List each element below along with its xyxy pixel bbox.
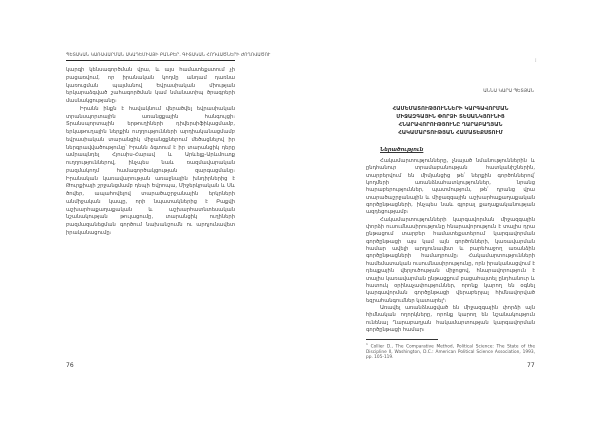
right-page-flow	[366, 158, 535, 361]
title-line: ՀՆԱՐԱՎՈՐՈՒԹՅՈՒՆԸ ՂԱՐԱԲԱՂՅԱՆ	[398, 122, 503, 128]
title-line: ՀԱՄԵՄԱՏՈՒԹՅՈՒՆՆԵՐԻ ԿԱՐԳԱՎՈՐՄԱՆ	[392, 106, 509, 112]
paragraph: կարգի կենսագործման վրա, և այս համատեքստում չի բացառվում, որ իրանական կողմը անդամ դառնա կառուցման պայմանով Եվրասիական միության երկարաձգված շահագործման կամ նմանատիպ ծրագրերի մասնակցությանը։	[66, 67, 235, 104]
paragraph: Առավել առանձնացված են միջազգային փորձի այն հիմնական ողորկները, որոնք կարող են նշանակություն ունենալ Ղարաբաղյան հակամարտության կարգավորման գործընթացի համար։	[366, 304, 535, 333]
margin-mark: ⁞	[535, 58, 537, 64]
footnote-text: Collier D., The Comparative Method, Political Science: The State of the Discipline II, Washington, D.C.: American Political Science Association, 1993, pp. 105-119.	[366, 344, 535, 361]
page-number: 77	[527, 362, 535, 369]
page-number: 76	[66, 362, 74, 369]
running-head: ՊԵՏԱԿԱՆ ԿԱՌԱՎԱՐՄԱՆ ԱԿԱԴԵՄԻԱՅԻ ԲԱՆԲԵՐ. ԳԻՏԱԿԱՆ ՀՈԴՎԱԾՆԵՐԻ ԺՈՂՈՎԱԾՈՒ	[66, 53, 235, 61]
left-page-body	[66, 67, 235, 307]
paragraph: Իրանն ինքն է հավակնում վերածվել եվրասիական տրանսպորտային առանցքային հանգույցի։ Տրանսպորտային երթուղիների դիվերսիֆիկացմամբ, երկաթուղային ներքին ուղղությունների արդիականացմամբ եվրասիական տարանցիկ միջանցքներում մեծացնելով իր ներգրավվածությունը՝ Իրանն ձգտում է իր տարանցիկ դերը ամրապնդել Հյուսիս-Հարավ և Արևելք-Արևմուտք ուղղություններով, ինչպես նաև ռազմավարական բազմակողմ համագործակցության զարգացմանը։ Իրանական կառավարության առաջնային խնդիրներից է Թուրքիայի շրջանցմամբ դեպի Եվրոպա, Միջերկրական և Սև ծովեր, ապահովելով տարածաշրջանային երկրների անմիջական կապը, որի նպատակներից է Բաքվի աշխարհաքաղաքական և աշխարհատնտեսական նշանակության թուլացումը, տարանցիկ ուղիների բազմազանեցման գործում նախանշումն ու արդյունավետ իրականացումը։	[66, 105, 235, 236]
title-line: ՀԱԿԱՄԱՐՏՈՒԹՅԱՆ ՀԱՄԱՏԵՔՍՏՈՒՄ	[398, 130, 503, 136]
article-title	[366, 105, 535, 137]
footnote-marker: 1	[366, 342, 368, 347]
paragraph: Հակամարտությունները, չնայած նմանություններին և ընդհանուր տրամաբանության հատկանիշներին, տարբերվում են միմյանցից թե՛ ներքին գործոններով՝ կողմերի առանձնահատկություններ, նրանց հարաբերություններ, պատմություն, թե՛ դրանց վրա տարածաշրջանային և միջազգային աշխարհաքաղաքական գործընթացների, ինչպես նաև գլոբալ քաղաքականության ազդեցությամբ։	[366, 158, 535, 216]
paragraph: Հակամարտությունների կարգավորման միջազգային փորձի ուսումնասիրությունը հնարավորություն է տալիս դրա ընթացում տարբեր համատեքստերում կարգավորման գործընթացի այս կամ այն գործոնների, կառավարման համար ավելի արդյունավետ և բարեհաջող առանձին գործընթացների համադրումը։ Հակամարտությունների համեմատական ուսումնասիրությունը, որն իրականացվում է դեպքային վերլուծության միջոցով, հնարավորություն է տալիս կառավարման ընթացքում բացահայտել ընդհանուր և հատուկ օրինաչափություններ, որոնք կարող են օգնել կարգավորման գործընթացի վերաբերյալ հիմնավորված եզրահանգումներ կատարել¹։	[366, 216, 535, 304]
author-name: ԱՆՆԱ ԿԱՐԱ ՊԵՏՅԱՆ	[483, 89, 534, 94]
title-line: ՄԻՋԱԶԳԱՅԻՆ ՓՈՐՁԻ ՏԵՍԱՆԿՅՈՒՆԻՑ	[396, 114, 505, 120]
footnote-divider	[366, 339, 438, 340]
right-page	[300, 0, 600, 424]
right-page-body	[366, 158, 535, 334]
footnote	[366, 342, 535, 361]
section-heading: Ներածություն	[380, 147, 424, 153]
